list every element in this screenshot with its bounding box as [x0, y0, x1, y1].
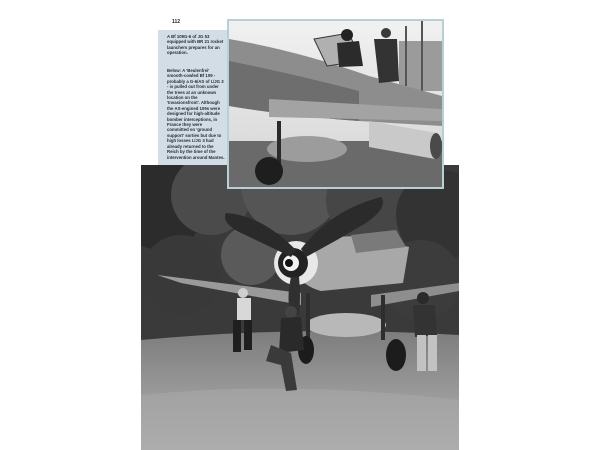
photo-aircraft-ground-crew — [141, 165, 459, 450]
caption-top-photo: A Bf 109G-6 of JG 53 equipped with BR 21 rocket launchers prepares for an operation. — [167, 34, 224, 56]
photo-cockpit-preparation-image — [229, 21, 442, 187]
photo-aircraft-ground-crew-image — [141, 165, 459, 450]
photo-cockpit-preparation — [227, 19, 444, 189]
page-number: 112 — [172, 19, 181, 25]
book-page — [141, 16, 459, 450]
caption-bottom-photo: Below: A 'Beulenfrei' smooth-cowled Bf 109 - probably a G-6/AS of I./JG 3 - is pulled out from under the trees at an unknown location on the 'Invasionsfront'. Although the AS-engined 109s were designed for high-altitude bomber interceptions, in France they were committed on 'ground support' sorties but due to high losses I./JG 3 had already returned to the Reich by the time of the intervention around Mantes. — [167, 68, 225, 160]
